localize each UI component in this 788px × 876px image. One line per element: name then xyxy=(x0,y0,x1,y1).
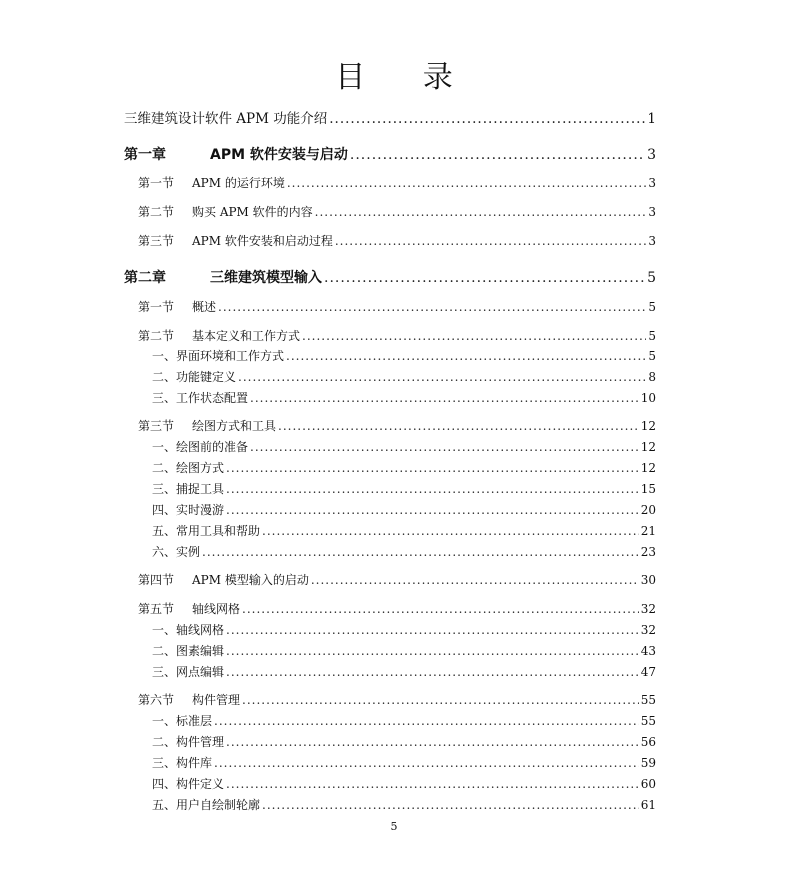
toc-entry-page: 23 xyxy=(640,545,656,559)
toc-entry-label xyxy=(138,233,335,249)
toc-entry-page: 43 xyxy=(640,644,656,658)
toc-entry xyxy=(152,662,656,680)
toc-entry-label xyxy=(152,664,226,680)
toc-entry-title: 绘图方式和工具 xyxy=(192,419,277,433)
dot-leader xyxy=(242,692,639,708)
dot-leader xyxy=(226,481,639,497)
toc-entry-page: 3 xyxy=(648,205,656,219)
toc-entry-label xyxy=(152,544,202,560)
toc-entry-label xyxy=(152,797,262,813)
toc-entry-number: 第五节 xyxy=(138,602,175,616)
dot-leader xyxy=(226,502,639,518)
toc-entry xyxy=(152,367,656,385)
toc-entry-label xyxy=(138,299,218,315)
toc-entry xyxy=(152,388,656,406)
dot-leader xyxy=(218,299,646,315)
toc-entry-label xyxy=(152,776,226,792)
dot-leader xyxy=(287,175,647,191)
toc-entry-title: 四、实时漫游 xyxy=(152,503,225,517)
toc-entry-page: 61 xyxy=(640,798,656,812)
toc-entry-label xyxy=(152,348,286,364)
toc-entry-page: 3 xyxy=(648,234,656,248)
toc-entry xyxy=(138,599,656,617)
dot-leader xyxy=(350,147,645,163)
toc-entry-page: 21 xyxy=(640,524,656,538)
toc-entry-page: 47 xyxy=(640,665,656,679)
toc-entry-label xyxy=(138,601,242,617)
toc-entry-title: 一、界面环境和工作方式 xyxy=(152,349,285,363)
toc-entry-title: 三、工作状态配置 xyxy=(152,391,249,405)
toc-entry-page: 32 xyxy=(640,623,656,637)
dot-leader xyxy=(202,544,639,560)
toc-entry-title: 五、常用工具和帮助 xyxy=(152,524,261,538)
dot-leader xyxy=(226,460,639,476)
toc-entry-label xyxy=(138,572,311,588)
toc-entry-title: 二、构件管理 xyxy=(152,735,225,749)
toc-entry-title: 二、绘图方式 xyxy=(152,461,225,475)
toc-entry-page: 3 xyxy=(647,147,656,163)
toc-entry-number: 第一节 xyxy=(138,300,175,314)
toc-entry-page: 30 xyxy=(640,573,656,587)
toc-entry-label xyxy=(152,734,226,750)
toc-entry-page: 15 xyxy=(640,482,656,496)
toc-entry-page: 5 xyxy=(647,270,656,286)
dot-leader xyxy=(214,713,639,729)
toc-entry-label xyxy=(138,204,315,220)
toc-entry-title: 二、图素编辑 xyxy=(152,644,225,658)
toc-entry-page: 55 xyxy=(640,693,656,707)
toc-entry-page: 55 xyxy=(640,714,656,728)
toc-entry-label xyxy=(138,692,242,708)
toc-entry xyxy=(152,620,656,638)
toc-entry-title: 四、构件定义 xyxy=(152,777,225,791)
toc-entry-label xyxy=(124,270,324,286)
toc-entry xyxy=(152,521,656,539)
toc-entry-label xyxy=(138,175,287,191)
dot-leader xyxy=(226,734,639,750)
toc-entry-label xyxy=(152,460,226,476)
toc-entry-title: 基本定义和工作方式 xyxy=(192,329,301,343)
toc-entry-page: 56 xyxy=(640,735,656,749)
toc-entry-page: 5 xyxy=(648,329,656,343)
toc-entry-title: 一、标准层 xyxy=(152,714,213,728)
toc-entry xyxy=(138,416,656,434)
toc-entry xyxy=(152,500,656,518)
toc-entry xyxy=(152,774,656,792)
dot-leader xyxy=(302,328,646,344)
toc-entry xyxy=(138,231,656,249)
toc-entry-label xyxy=(152,643,226,659)
toc-entry xyxy=(124,109,656,127)
dot-leader xyxy=(226,776,639,792)
dot-leader xyxy=(262,797,639,813)
toc-entry-label xyxy=(152,622,226,638)
page-title: 目 录 xyxy=(335,60,477,95)
toc-entry-label xyxy=(152,369,238,385)
toc-entry-label xyxy=(152,390,250,406)
toc-entry-label xyxy=(152,481,226,497)
toc-entry xyxy=(152,479,656,497)
toc-entry xyxy=(152,753,656,771)
toc-entry-title: APM 的运行环境 xyxy=(192,176,285,190)
toc-entry-page: 59 xyxy=(640,756,656,770)
toc-entry-page: 8 xyxy=(648,370,656,384)
toc-entry xyxy=(138,173,656,191)
dot-leader xyxy=(335,233,647,249)
toc-entry xyxy=(138,297,656,315)
toc-entry-page: 20 xyxy=(640,503,656,517)
dot-leader xyxy=(324,270,645,286)
toc-entry xyxy=(152,795,656,813)
toc-entry-title: 一、绘图前的准备 xyxy=(152,440,249,454)
toc-entry-number: 第三节 xyxy=(138,234,175,248)
dot-leader xyxy=(315,204,647,220)
toc-entry-number: 第二章 xyxy=(124,270,166,286)
toc-entry xyxy=(124,145,656,163)
toc-entry-page: 12 xyxy=(640,461,656,475)
toc-entry-label xyxy=(138,328,302,344)
toc-entry-number: 第一章 xyxy=(124,147,166,163)
toc-entry-title: 购买 APM 软件的内容 xyxy=(192,205,313,219)
dot-leader xyxy=(238,369,646,385)
toc-entry-title: 构件管理 xyxy=(192,693,241,707)
dot-leader xyxy=(329,111,645,127)
toc-entry-label xyxy=(138,418,278,434)
dot-leader xyxy=(226,664,639,680)
toc-entry-title: APM 模型输入的启动 xyxy=(192,573,309,587)
toc-entry-label xyxy=(152,755,214,771)
page-number: 5 xyxy=(390,820,398,833)
toc-entry-title: APM 软件安装与启动 xyxy=(210,147,348,163)
dot-leader xyxy=(262,523,639,539)
toc-entry xyxy=(138,570,656,588)
toc-entry xyxy=(152,641,656,659)
toc-entry-label xyxy=(152,439,250,455)
dot-leader xyxy=(311,572,639,588)
toc-entry xyxy=(152,711,656,729)
toc-entry-number: 第二节 xyxy=(138,205,175,219)
toc-entry xyxy=(124,268,656,286)
toc-entry xyxy=(138,326,656,344)
toc-entry-page: 3 xyxy=(648,176,656,190)
toc-entry-page: 12 xyxy=(640,440,656,454)
toc-entry-title: 三、网点编辑 xyxy=(152,665,225,679)
dot-leader xyxy=(226,643,639,659)
toc-entry-title: 五、用户自绘制轮廓 xyxy=(152,798,261,812)
toc-entry-number: 第三节 xyxy=(138,419,175,433)
toc-entry-label xyxy=(152,502,226,518)
toc-entry xyxy=(152,732,656,750)
toc-entry-title: APM 软件安装和启动过程 xyxy=(192,234,333,248)
toc-entry xyxy=(152,458,656,476)
toc-entry-page: 60 xyxy=(640,777,656,791)
toc-entry-page: 10 xyxy=(640,391,656,405)
toc-entry xyxy=(138,690,656,708)
toc-entry xyxy=(152,542,656,560)
toc-entry-title: 概述 xyxy=(192,300,217,314)
toc-entry-page: 5 xyxy=(648,349,656,363)
toc-entry-page: 12 xyxy=(640,419,656,433)
toc-entry-title: 三维建筑模型输入 xyxy=(210,270,322,286)
dot-leader xyxy=(286,348,646,364)
dot-leader xyxy=(278,418,639,434)
toc-entry-page: 1 xyxy=(647,111,656,127)
toc-entry-label xyxy=(152,713,214,729)
dot-leader xyxy=(250,439,639,455)
toc-entry-label xyxy=(152,523,262,539)
toc-entry-title: 三、构件库 xyxy=(152,756,213,770)
toc-entry-title: 轴线网格 xyxy=(192,602,241,616)
toc-entry-title: 六、实例 xyxy=(152,545,201,559)
toc-entry xyxy=(152,346,656,364)
toc-entry-label xyxy=(124,147,350,163)
toc-entry-title: 三维建筑设计软件 APM 功能介绍 xyxy=(124,111,328,127)
dot-leader xyxy=(214,755,639,771)
toc-entry-label xyxy=(124,111,329,127)
toc-entry-title: 一、轴线网格 xyxy=(152,623,225,637)
toc-entry-page: 5 xyxy=(648,300,656,314)
dot-leader xyxy=(250,390,639,406)
toc-entry-number: 第一节 xyxy=(138,176,175,190)
toc-entry-page: 32 xyxy=(640,602,656,616)
toc-entry-number: 第二节 xyxy=(138,329,175,343)
toc-entry xyxy=(152,437,656,455)
toc-entry-title: 二、功能键定义 xyxy=(152,370,237,384)
toc-entry-number: 第四节 xyxy=(138,573,175,587)
toc-entry-title: 三、捕捉工具 xyxy=(152,482,225,496)
toc-entry-number: 第六节 xyxy=(138,693,175,707)
toc-entry xyxy=(138,202,656,220)
dot-leader xyxy=(242,601,639,617)
dot-leader xyxy=(226,622,639,638)
